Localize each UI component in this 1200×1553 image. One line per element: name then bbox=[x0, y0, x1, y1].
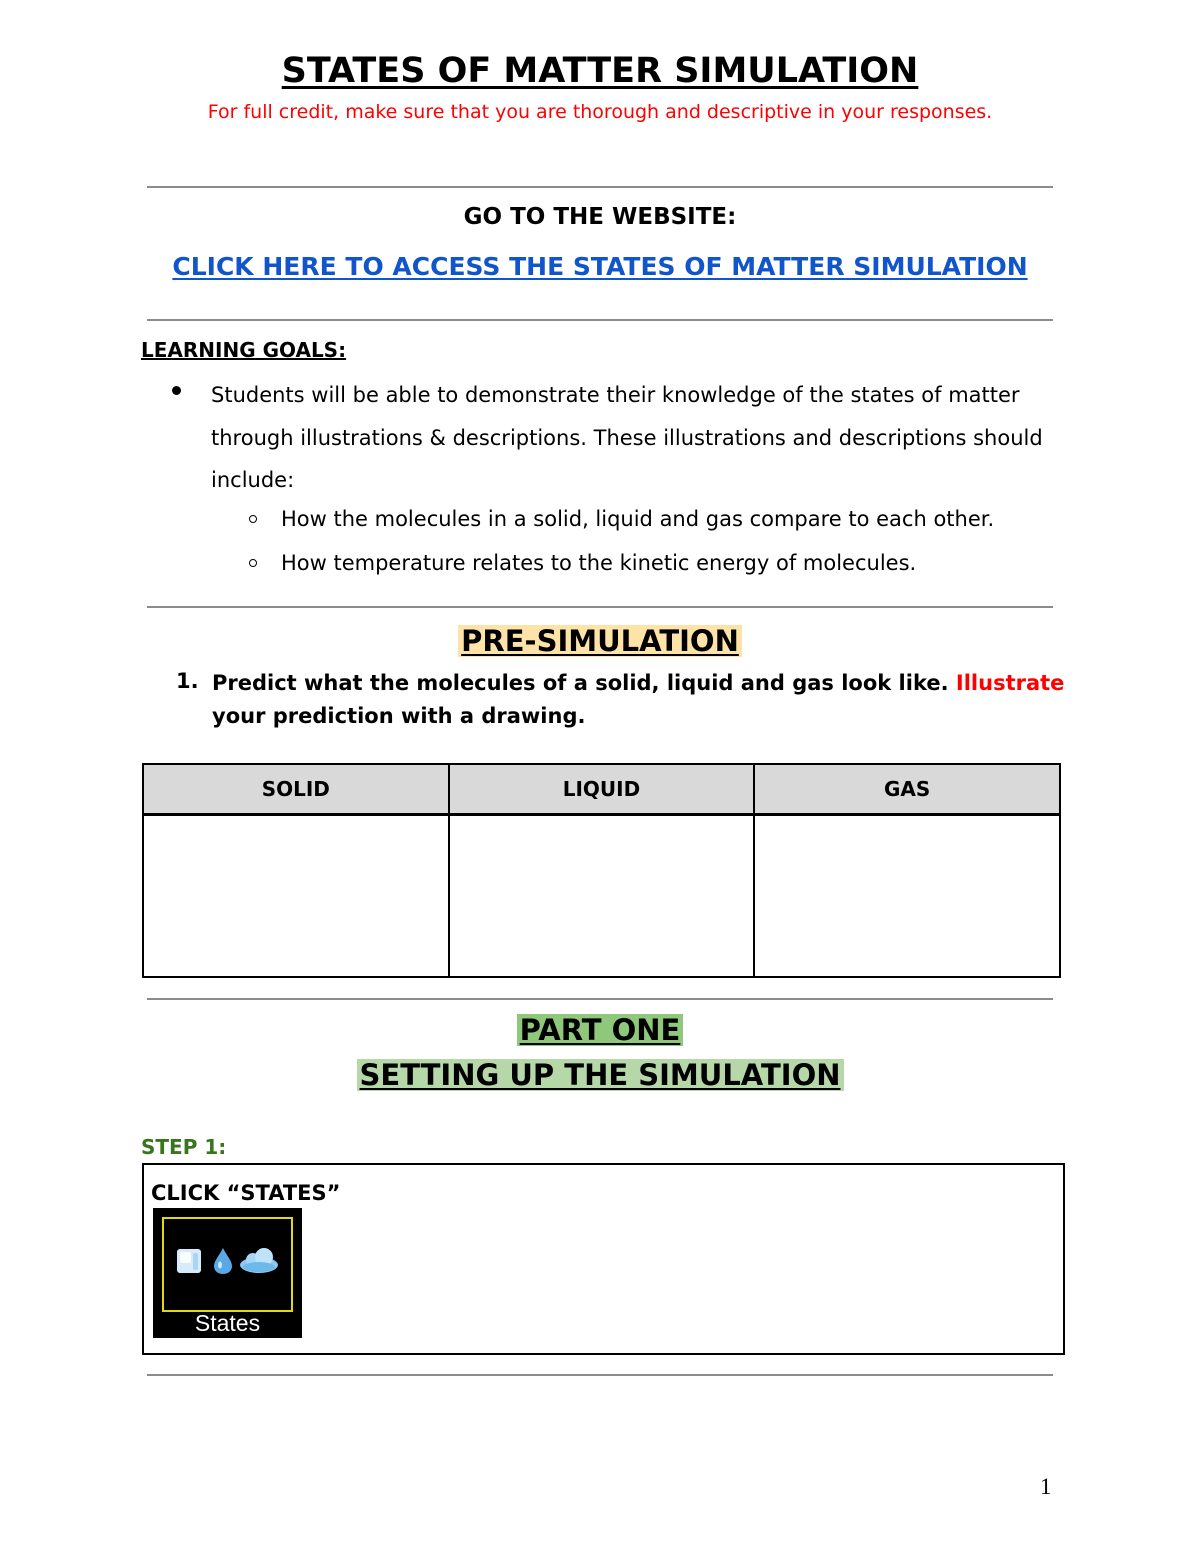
sub-bullet-icon bbox=[249, 559, 257, 567]
question-text: Predict what the molecules of a solid, liquid and gas look like. Illustrate your prediction with a drawing. bbox=[212, 671, 1065, 728]
water-drop-icon bbox=[214, 1248, 232, 1274]
question-highlight: Illustrate bbox=[955, 671, 1065, 695]
gas-drawing-cell[interactable] bbox=[754, 815, 1060, 978]
setup-subheading: SETTING UP THE SIMULATION bbox=[0, 1058, 1200, 1092]
step-1-instruction: CLICK “STATES” bbox=[151, 1181, 341, 1205]
divider bbox=[147, 186, 1053, 188]
website-heading: GO TO THE WEBSITE: bbox=[463, 204, 737, 230]
ice-cube-icon bbox=[177, 1249, 201, 1273]
solid-drawing-cell[interactable] bbox=[143, 815, 449, 978]
learning-goal-sub-item: How the molecules in a solid, liquid and gas compare to each other. bbox=[281, 507, 995, 531]
pre-simulation-heading: PRE-SIMULATION bbox=[0, 624, 1200, 658]
learning-goal-text: Students will be able to demonstrate their knowledge of the states of matter through illustrations & descriptions. These illustrations and descriptions should include: bbox=[211, 383, 1043, 492]
sub-bullet-icon bbox=[249, 515, 257, 523]
page-number: 1 bbox=[1040, 1474, 1052, 1499]
table-header-liquid: LIQUID bbox=[449, 764, 755, 815]
states-icons bbox=[175, 1245, 281, 1277]
learning-goals-title: LEARNING GOALS: bbox=[141, 338, 347, 362]
step-1-label: STEP 1: bbox=[141, 1135, 227, 1159]
simulation-link[interactable]: CLICK HERE TO ACCESS THE STATES OF MATTER SIMULATION bbox=[172, 252, 1028, 281]
cloud-icon bbox=[240, 1248, 278, 1273]
divider bbox=[147, 1374, 1053, 1376]
question-number: 1. bbox=[176, 669, 199, 693]
states-button[interactable] bbox=[153, 1208, 302, 1338]
page-title: STATES OF MATTER SIMULATION bbox=[281, 51, 919, 91]
divider bbox=[147, 998, 1053, 1000]
learning-goal-sub-item: How temperature relates to the kinetic energy of molecules. bbox=[281, 551, 917, 575]
divider bbox=[147, 606, 1053, 608]
page-subtitle: For full credit, make sure that you are thorough and descriptive in your responses. bbox=[207, 101, 993, 123]
table-header-gas: GAS bbox=[754, 764, 1060, 815]
bullet-icon bbox=[172, 386, 181, 395]
states-button-label: States bbox=[194, 1310, 261, 1336]
divider bbox=[147, 319, 1053, 321]
prediction-table bbox=[142, 763, 1061, 978]
table-header-solid: SOLID bbox=[143, 764, 449, 815]
part-one-heading: PART ONE bbox=[0, 1013, 1200, 1047]
liquid-drawing-cell[interactable] bbox=[449, 815, 755, 978]
